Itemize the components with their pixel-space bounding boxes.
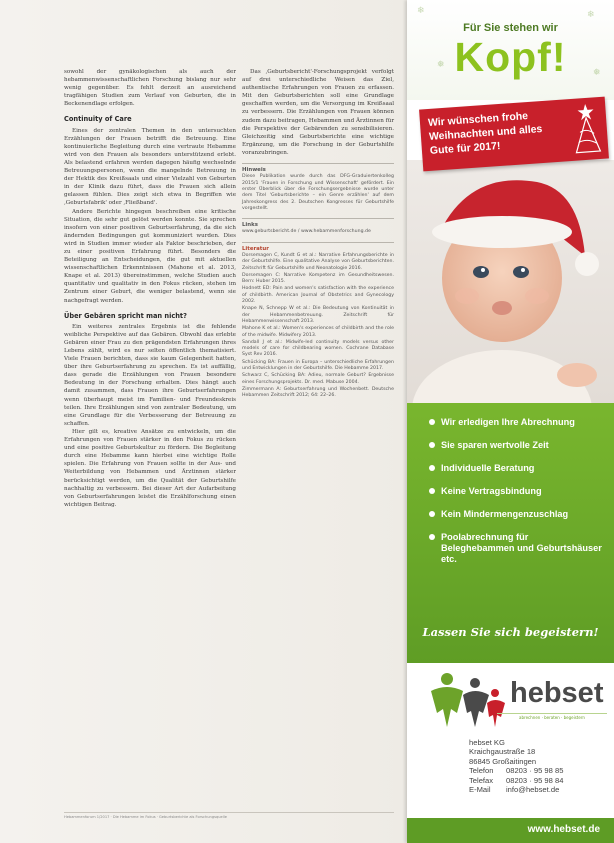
feature-item: Sie sparen wertvolle Zeit xyxy=(429,440,614,451)
snowflake-icon: ❅ xyxy=(593,68,601,78)
article-paragraph: Andere Berichte hingegen beschreiben eine kritische Situation, die sehr gut gelöst werden konnte. Sie sprechen insofern von einer positiven Geburtserfahrung, da die sich ändernden Bedingungen gut kommuniziert wurden. Dies wird in Studien immer wieder als Faktor beschrieben, der zu einer positiven Erfahrung führt. Besonders die Beteiligung an Entscheidungen, die gut mit aktuellen wissenschaftlichen Erkenntnissen (Mahone et al. 2013, Knape et al. 2013) übereinstimmen, welche Studien auch quantitativ und qualitativ in den Fokus rücken, stehen im Zentrum einer Geburt, die weniger belastend, wenn sie nachgefragt werden. xyxy=(64,208,236,304)
feature-item: Keine Vertragsbindung xyxy=(429,486,614,497)
section-heading: Über Gebären spricht man nicht? xyxy=(64,311,187,320)
section-heading: Continuity of Care xyxy=(64,115,132,124)
features-panel xyxy=(407,403,614,663)
literatur-entry: Schücking BA: Frauen in Europa – unterschiedliche Erfahrungen und Entwicklungen in der Geburtshilfe. Die Hebamme 2017. xyxy=(242,359,394,372)
bullet-icon xyxy=(429,442,435,448)
website-bar xyxy=(407,818,614,843)
ad-slogan: Lassen Sie sich begeistern! xyxy=(422,625,599,639)
literatur-entry: Dorsemagen C: Narrative Kompetenz im Gesundheitswesen. Bern: Huber 2015. xyxy=(242,272,394,285)
email-link[interactable]: info@hebset.de xyxy=(506,785,560,795)
page-footer: Hebammenforum 1/2017 · Die Hebamme im Fokus · Geburtsberichte als Forschungsquelle xyxy=(64,812,394,819)
contact-address xyxy=(469,738,563,794)
article-left-column xyxy=(64,68,236,798)
literatur-entry: Zimmermann A: Geburtserfahrung und Wochenbett. Deutsche Hebammen Zeitschrift 2012; 64: 22–26. xyxy=(242,386,394,399)
snowflake-icon: ❄ xyxy=(587,10,595,20)
article-paragraph: Ein weiteres zentrales Ergebnis ist die fehlende weibliche Perspektive auf das Gebären. Obwohl das erlebte Gebären einer Frau zu den prägendsten Erfahrungen ihres Lebens zählt, wird es nur selten öffentlich thematisiert. Viele Frauen berichten, dass sie kaum Gelegenheit hatten, über ihre Geburtserfahrung zu sprechen. Es ist auffällig, dass gerade die Erzählungen von Frauen besondere Bedeutung in der Forschung erhalten. Dies hängt auch damit zusammen, dass Frauen ihre Geburtserfahrungen wenn überhaupt meist im Familien- und Freundeskreis teilen. Ihre Erzählungen sind von zentraler Bedeutung, um eine Grundlage für die Verbesserung der Betreuung zu schaffen. xyxy=(64,323,236,427)
fax-row: Telefax 08203 · 95 98 84 xyxy=(469,775,564,785)
snowflake-icon: ❅ xyxy=(437,60,445,70)
links-title: Links xyxy=(242,222,258,229)
feature-item: Wir erledigen Ihre Abrechnung xyxy=(429,417,614,428)
ad-headline: Kopf! xyxy=(454,34,567,80)
literatur-entry: Dorsemagen C, Kundt G et al.: Narrative Erfahrungsberichte in der Geburtshilfe. Eine qualitative Analyse von Geburtsberichten. Zeitschrift für Geburtshilfe und Neonatologie 2016. xyxy=(242,253,394,271)
christmas-tree-icon xyxy=(569,99,605,157)
ad-header xyxy=(407,0,614,100)
article-paragraph: sowohl der gynäkologischen als auch der hebammenwissenschaftlichen Forschung bislang nur sehr wenig gegenüber. Es fehlt derzeit an ausreichend tragfähigen Studien zum Verlauf von Geburten, die in Beckenendlage erfolgen. xyxy=(64,69,236,108)
hebset-logo[interactable] xyxy=(407,663,614,743)
links-text[interactable]: www.geburtsbericht.de / www.hebammenforschung.de xyxy=(242,229,371,235)
bullet-icon xyxy=(429,419,435,425)
hinweis-box xyxy=(242,163,394,212)
website-link[interactable]: www.hebset.de xyxy=(527,824,600,835)
email-row: E-Mail info@hebset.de xyxy=(469,785,560,795)
snowflake-icon: ❄ xyxy=(417,6,425,16)
literatur-entry: Schwarz C, Schücking BA: Adieu, normale Geburt? Ergebnisse eines Forschungsprojekts. Dr. med. Mabuse 2004. xyxy=(242,373,394,385)
bullet-icon xyxy=(429,465,435,471)
links-box xyxy=(242,218,394,236)
logo-wordmark: hebset xyxy=(510,677,604,709)
feature-item: Kein Mindermengenzuschlag xyxy=(429,509,614,520)
hinweis-text: Diese Publikation wurde durch das DFG-Graduiertenkolleg 2015/1 'Frauen in Forschung und Wissenschaft' gefördert. Ein erster Überblick über die Forschungsergebnisse wurde unter dem Titel 'Geburtsberichte – ein Genre erzählen' auf dem Jahreskongress des 2. Deutschen Kongresses für Geburtshilfe vorgestellt. xyxy=(242,174,394,211)
family-logo-icon xyxy=(427,669,507,731)
literatur-entry: Knape N, Schnepp W et al.: Die Bedeutung von Kontinuität in der Hebammenbetreuung. Zeitschrift für Hebammenwissenschaft 2013. xyxy=(242,306,394,324)
fax-number: 08203 · 95 98 84 xyxy=(506,775,564,785)
hebset-advertisement[interactable] xyxy=(407,0,614,843)
hinweis-title: Hinweis xyxy=(242,167,266,174)
literatur-title: Literatur xyxy=(242,245,269,252)
phone-row: Telefon 08203 · 95 98 85 xyxy=(469,766,564,776)
logo-tagline: abrechnen · beraten · begeistern xyxy=(497,713,607,720)
literatur-entry: Hodnett ED: Pain and women's satisfaction with the experience of childbirth. American Journal of Obstetrics and Gynecology 2002. xyxy=(242,286,394,305)
literatur-box xyxy=(242,242,394,400)
christmas-greeting: Wir wünschen frohe Weihnachten und alles Gute für 2017! xyxy=(427,109,543,157)
street: Kraichgaustraße 18 xyxy=(469,747,536,757)
bullet-icon xyxy=(429,511,435,517)
feature-item: Individuelle Beratung xyxy=(429,463,614,474)
bullet-icon xyxy=(429,534,435,540)
bullet-icon xyxy=(429,488,435,494)
baby-santa-hat-image xyxy=(407,160,614,405)
literatur-entry: Mahone K et al.: Women's experiences of childbirth and the role of the midwife. Midwifery 2013. xyxy=(242,326,394,338)
feature-list xyxy=(429,417,614,577)
article-middle-column xyxy=(242,68,394,401)
article-paragraph: Hier gilt es, kreative Ansätze zu entwickeln, um die Erfahrungen von Frauen stärker in den Fokus zu rücken und eine positive Geburtskultur zu fördern. Die Begleitung durch eine Hebamme kann hierbei eine wichtige Rolle spielen. Die Erfahrung von Frauen sollte in der Aus- und Weiterbildung von Hebammen und Ärztinnen stärker berücksichtigt werden, um die Qualität der Geburtshilfe nachhaltig zu verbessern. Bei dieser Art der Aufarbeitung von Geburtserfahrungen leistet die Erzählforschung einen wichtigen Beitrag. xyxy=(64,428,236,508)
literatur-entry: Sandall J et al.: Midwife-led continuity models versus other models of care for childbearing women. Cochrane Database Syst Rev 2016. xyxy=(242,339,394,358)
article-paragraph: Eines der zentralen Themen in den untersuchten Erzählungen der Frauen betrifft die Betreuung. Eine kontinuierliche Begleitung durch eine vertraute Hebamme wird von den Frauen als besonders unterstützend erlebt. Als belastend erfahren werden dagegen häufig wechselnde Betreuungspersonen, wenn die mangelnde Betreuung in der Hektik des Kreißsaals und einer Vielzahl von Geburten in der Klinik dazu führt, dass die Frauen sich allein gelassen fühlen. Dies zeigt sich etwa in Begriffen wie ‚Geburtsfabrik' oder ‚Fließband'. xyxy=(64,127,236,207)
baby-photo xyxy=(407,160,614,405)
christmas-banner xyxy=(419,97,609,172)
city: 86845 Großaitingen xyxy=(469,756,537,766)
company-name: hebset KG xyxy=(469,738,505,747)
ad-subheadline: Für Sie stehen wir xyxy=(463,22,558,34)
phone-number[interactable]: 08203 · 95 98 85 xyxy=(506,766,564,776)
feature-item: Poolabrechnung für Beleghebammen und Geburtshäuser etc. xyxy=(429,532,614,565)
article-paragraph: Das ‚Geburtsbericht'-Forschungsprojekt verfolgt auf drei unterschiedliche Weisen das Ziel, authentische Erfahrungen von Frauen zu erfassen. Mit den Geburtsberichten soll eine Grundlage geschaffen werden, um die Versorgung im Kreißsaal zu verbessern. Die Erzählungen von Frauen können zudem dazu beitragen, Hebammen und Ärztinnen für die Perspektive der Gebärenden zu sensibilisieren. Gleichzeitig sind Geburtsberichte eine wichtige Ergänzung, um die Forschung in der Geburtshilfe voranzubringen. xyxy=(242,69,394,156)
